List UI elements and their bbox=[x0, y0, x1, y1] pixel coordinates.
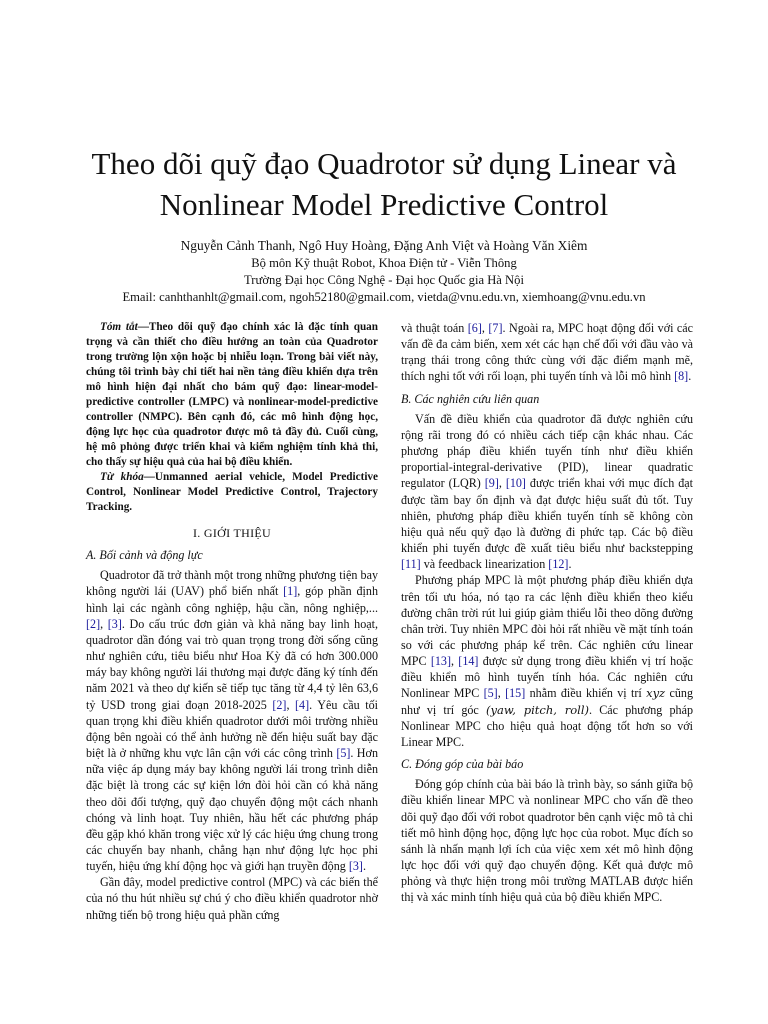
abstract bbox=[86, 320, 378, 515]
abstract-text: —Theo dõi quỹ đạo chính xác là đặc tính quan trọng và cần thiết cho điều hướng an toàn của Quadrotor trong trường lộn xộn hoặc bị nhiễu loạn. Trong bài viết này, chúng tôi trình bày chi tiết hai nền tảng điều khiển dựa trên mô hình hiện đại nhất cho bám quỹ đạo: linear-model-predictive controller (LMPC) và nonlinear-model-predictive controller (NMPC). Bên cạnh đó, các mô hình động học, động lực học của quadrotor được mô tả đầy đủ. Cuối cùng, hệ mô phỏng được triển khai và kiểm nghiệm tính khả thi, cho thấy sự hiệu quả của hai bộ điều khiển. bbox=[86, 321, 378, 468]
intro-paragraph-2: Gần đây, model predictive control (MPC) và các biến thể của nó thu hút nhiều sự chú ý cho điều khiển quadrotor nhờ những tiến bộ trong hiệu quả phần cứng bbox=[86, 875, 378, 922]
intro-paragraph-2-continued: và thuật toán [6], [7]. Ngoài ra, MPC hoạt động đối với các vấn đề đa cảm biến, xem xét các hạn chế đối với đầu vào và trạng thái trong công thức cùng với đặc điểm mạnh mẽ, thích nghi tốt với rối loạn, phi tuyến tính và lỗi mô hình [8]. bbox=[401, 321, 693, 384]
title-line-2: Nonlinear Model Predictive Control bbox=[159, 187, 609, 222]
math-angles: (yaw, pitch, roll) bbox=[485, 702, 590, 717]
citation-link[interactable]: [6] bbox=[467, 321, 482, 335]
citation-link[interactable]: [14] bbox=[458, 654, 479, 669]
citation-link[interactable]: [1] bbox=[283, 584, 298, 599]
citation-link[interactable]: [8] bbox=[674, 369, 689, 384]
citation-link[interactable]: [7] bbox=[488, 321, 503, 335]
title-line-1: Theo dõi quỹ đạo Quadrotor sử dụng Linear và bbox=[91, 146, 677, 181]
citation-link[interactable]: [13] bbox=[430, 654, 451, 669]
related-work-paragraph-1: Vấn đề điều khiển của quadrotor đã được nghiên cứu rộng rãi trong đó có nhiều cách tiếp cận khác nhau. Các phương pháp điều khiển tuyến tính như điều khiển proportial-integral-derivative (PID), linear quadratic regulator (LQR) [9], [10] được triển khai với mục đích đạt được tầm bay ổn định và đạt được hiệu suất đủ tốt. Tuy nhiên, phương pháp điều khiển tuyến tính sẽ không còn hiệu quả nếu quỹ đạo là đường đi phức tạp. Các bộ điều khiển phi tuyến được đề xuất tiêu biểu như backstepping [11] và feedback linearization [12]. bbox=[401, 411, 694, 572]
left-column bbox=[86, 320, 378, 923]
affiliation-university: Trường Đại học Công Nghệ - Đại học Quốc gia Hà Nội bbox=[244, 273, 524, 287]
right-column bbox=[401, 320, 693, 905]
contribution-paragraph: Đóng góp chính của bài báo là trình bày, so sánh giữa bộ điều khiển linear MPC và nonlinear MPC cho vấn đề theo dõi quỹ đạo đối với robot quadrotor bên cạnh việc mô tả chi tiết mô hình động học, động lực học của robot. Mục đích so sánh là nhấn mạnh lợi ích của việc xem xét mô hình động lực học đối với quỹ đạo chuyển động. Kết quả được mô phỏng và thực hiện trong môi trường MATLAB được hiển thị và xác minh tính hiệu quả của bộ điều khiển MPC. bbox=[401, 777, 693, 905]
citation-link[interactable]: [12] bbox=[548, 557, 569, 572]
citation-link[interactable]: [5] bbox=[483, 686, 498, 701]
subsection-heading-c: C. Đóng góp của bài báo bbox=[401, 757, 524, 772]
citation-link[interactable]: [2] bbox=[272, 697, 287, 712]
keywords-text: —Unmanned aerial vehicle, Model Predictive Control, Nonlinear Model Predictive Control, Trajectory Tracking. bbox=[86, 471, 378, 513]
citation-link[interactable]: [9] bbox=[484, 476, 499, 491]
paper-title bbox=[40, 143, 728, 225]
intro-paragraph-1: Quadrotor đã trở thành một trong những phương tiện bay không người lái (UAV) phổ biến nhất [1], góp phần định hình lại các ngành công nghiệp, hậu cần, nông nghiệp,... [2], [3]. Do cấu trúc đơn giản và khả năng bay linh hoạt, quadrotor dần đóng vai trò quan trọng trong đời sống cũng như nghiên cứu, tiêu biểu như Hoa Kỳ đã có hơn 300.000 máy bay không người lái thương mại được đăng ký tính đến năm 2021 và theo dự kiến sẽ tiếp tục tăng từ 4,4 tỷ lên 63,6 tỷ USD trong giai đoạn 2018-2025 [2], [4]. Yêu cầu tối quan trọng khi điều khiển quadrotor dưới môi trường nhiều động bên ngoài có thể ảnh hưởng nề đến hiệu suất bay đặc biệt là ở những khu vực lân cận với các công trình [5]. Hơn nữa việc áp dụng máy bay không người lái trong trình diễn đặc biệt là trong các sự kiện lớn đòi hỏi cần có khả năng theo dõi đối tượng, quỹ đạo chuyển động một cách nhanh chóng và linh hoạt. Tuy nhiên, hầu hết các phương pháp đều gặp khó khăn trong việc xử lý các hiệu ứng chung trong các chuyến bay nhanh, chẳng hạn như động lực học phi tuyến, hiệu ứng khí động học và giới hạn truyền động [3]. bbox=[86, 568, 379, 874]
related-work-paragraph-2: Phương pháp MPC là một phương pháp điều khiển dựa trên tối ưu hóa, nó tạo ra các lệnh điều khiển theo kiểu đường chân trời rút lui giúp giảm thiểu lỗi theo dõng đường chân trời. Tuy nhiên MPC đòi hỏi rất nhiều về mặt tính toán so với các phương pháp kể trên. Các nghiên cứu linear MPC [13], [14] được sử dụng trong điều khiển vị trí hoặc điều khiển mô hình tuyến tính hóa. Các nghiên cứu Nonlinear MPC [5], [15] nhằm điều khiển vị trí xyz cũng như vị trí góc (yaw, pitch, roll). Các phương pháp Nonlinear MPC cho hiệu quả hoạt động tốt hơn so với Linear MPC. bbox=[401, 573, 694, 749]
affiliation-department: Bộ môn Kỹ thuật Robot, Khoa Điện tử - Viễn Thông bbox=[251, 256, 517, 270]
citation-link[interactable]: [15] bbox=[505, 686, 526, 701]
abstract-label: Tóm tắt bbox=[100, 321, 138, 333]
section-heading-intro: I. GIỚI THIỆU bbox=[193, 526, 271, 540]
citation-link[interactable]: [2] bbox=[86, 616, 101, 631]
citation-link[interactable]: [3] bbox=[348, 859, 363, 874]
citation-link[interactable]: [3] bbox=[107, 616, 122, 631]
citation-link[interactable]: [10] bbox=[505, 476, 526, 491]
author-block bbox=[40, 237, 728, 306]
author-emails: Email: canhthanhlt@gmail.com, ngoh52180@gmail.com, vietda@vnu.edu.vn, xiemhoang@vnu.edu.vn bbox=[122, 290, 646, 304]
citation-link[interactable]: [11] bbox=[401, 557, 421, 572]
citation-link[interactable]: [5] bbox=[336, 746, 351, 761]
author-names: Nguyễn Cảnh Thanh, Ngô Huy Hoàng, Đặng Anh Việt và Hoàng Văn Xiêm bbox=[180, 238, 588, 253]
subsection-heading-b: B. Các nghiên cứu liên quan bbox=[401, 391, 540, 406]
keywords-label: Từ khóa bbox=[100, 471, 144, 483]
math-xyz: xyz bbox=[646, 686, 666, 701]
citation-link[interactable]: [4] bbox=[295, 697, 310, 712]
subsection-heading-a: A. Bối cảnh và động lực bbox=[86, 548, 203, 563]
